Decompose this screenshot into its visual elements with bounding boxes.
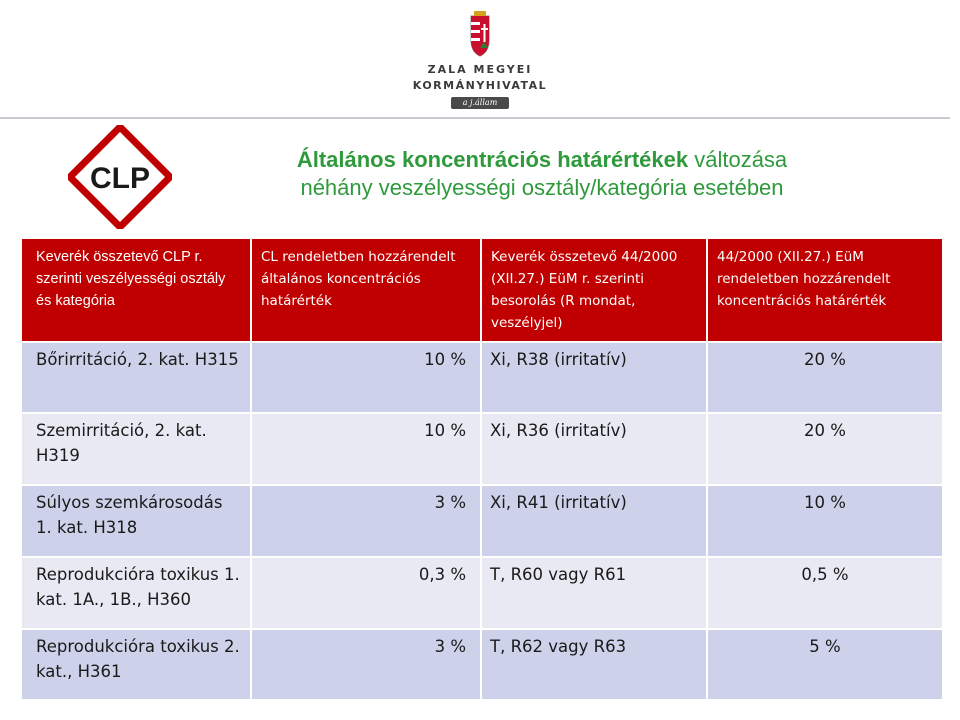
title-rest: változása xyxy=(688,147,788,172)
cell-old-limit: 5 % xyxy=(707,629,943,700)
cell-clp-limit: 10 % xyxy=(251,342,481,413)
header-clp-category: Keverék összetevő CLP r. szerinti veszélyességi osztály és kategória xyxy=(21,238,251,342)
clp-label: CLP xyxy=(90,162,150,195)
cell-old-limit: 10 % xyxy=(707,485,943,557)
org-name-line1: ZALA MEGYEI xyxy=(427,63,533,76)
clp-pictogram-icon xyxy=(68,125,172,229)
title-bold: Általános koncentrációs határértékek xyxy=(296,147,689,172)
cell-old-class: Xi, R36 (irritatív) xyxy=(481,413,707,485)
table-row xyxy=(21,629,943,700)
cell-clp-limit: 10 % xyxy=(251,413,481,485)
header-old-limit: 44/2000 (XII.27.) EüM rendeletben hozzárendelt koncentrációs határérték xyxy=(707,238,943,342)
cell-category: Reprodukcióra toxikus 2. kat., H361 xyxy=(21,629,251,700)
header-clp-limit: CL rendeletben hozzárendelt általános koncentrációs határérték xyxy=(251,238,481,342)
cell-old-class: Xi, R41 (irritatív) xyxy=(481,485,707,557)
table-row xyxy=(21,557,943,629)
title-line2: néhány veszélyességi osztály/kategória esetében xyxy=(300,175,784,200)
org-logo xyxy=(405,8,555,112)
header-old-class: Keverék összetevő 44/2000 (XII.27.) EüM r. szerinti besorolás (R mondat, veszélyjel) xyxy=(481,238,707,342)
cell-old-limit: 20 % xyxy=(707,342,943,413)
table-row xyxy=(21,342,943,413)
header-divider xyxy=(0,117,950,119)
cell-old-class: T, R60 vagy R61 xyxy=(481,557,707,629)
cell-old-limit: 20 % xyxy=(707,413,943,485)
cell-old-class: T, R62 vagy R63 xyxy=(481,629,707,700)
cell-old-class: Xi, R38 (irritatív) xyxy=(481,342,707,413)
org-name-line2: KORMÁNYHIVATAL xyxy=(412,79,548,92)
table-row xyxy=(21,413,943,485)
cell-old-limit: 0,5 % xyxy=(707,557,943,629)
cell-category: Reprodukcióra toxikus 1. kat. 1A., 1B., H360 xyxy=(21,557,251,629)
coat-of-arms-icon xyxy=(463,10,497,60)
cell-category: Szemirritáció, 2. kat. H319 xyxy=(21,413,251,485)
org-badge: a j.állam xyxy=(451,97,509,109)
cell-clp-limit: 3 % xyxy=(251,629,481,700)
cell-clp-limit: 3 % xyxy=(251,485,481,557)
cell-category: Súlyos szemkárosodás 1. kat. H318 xyxy=(21,485,251,557)
cell-clp-limit: 0,3 % xyxy=(251,557,481,629)
cell-category: Bőrirritáció, 2. kat. H315 xyxy=(21,342,251,413)
table-row xyxy=(21,485,943,557)
slide-title xyxy=(222,146,862,202)
limits-table xyxy=(20,237,944,701)
